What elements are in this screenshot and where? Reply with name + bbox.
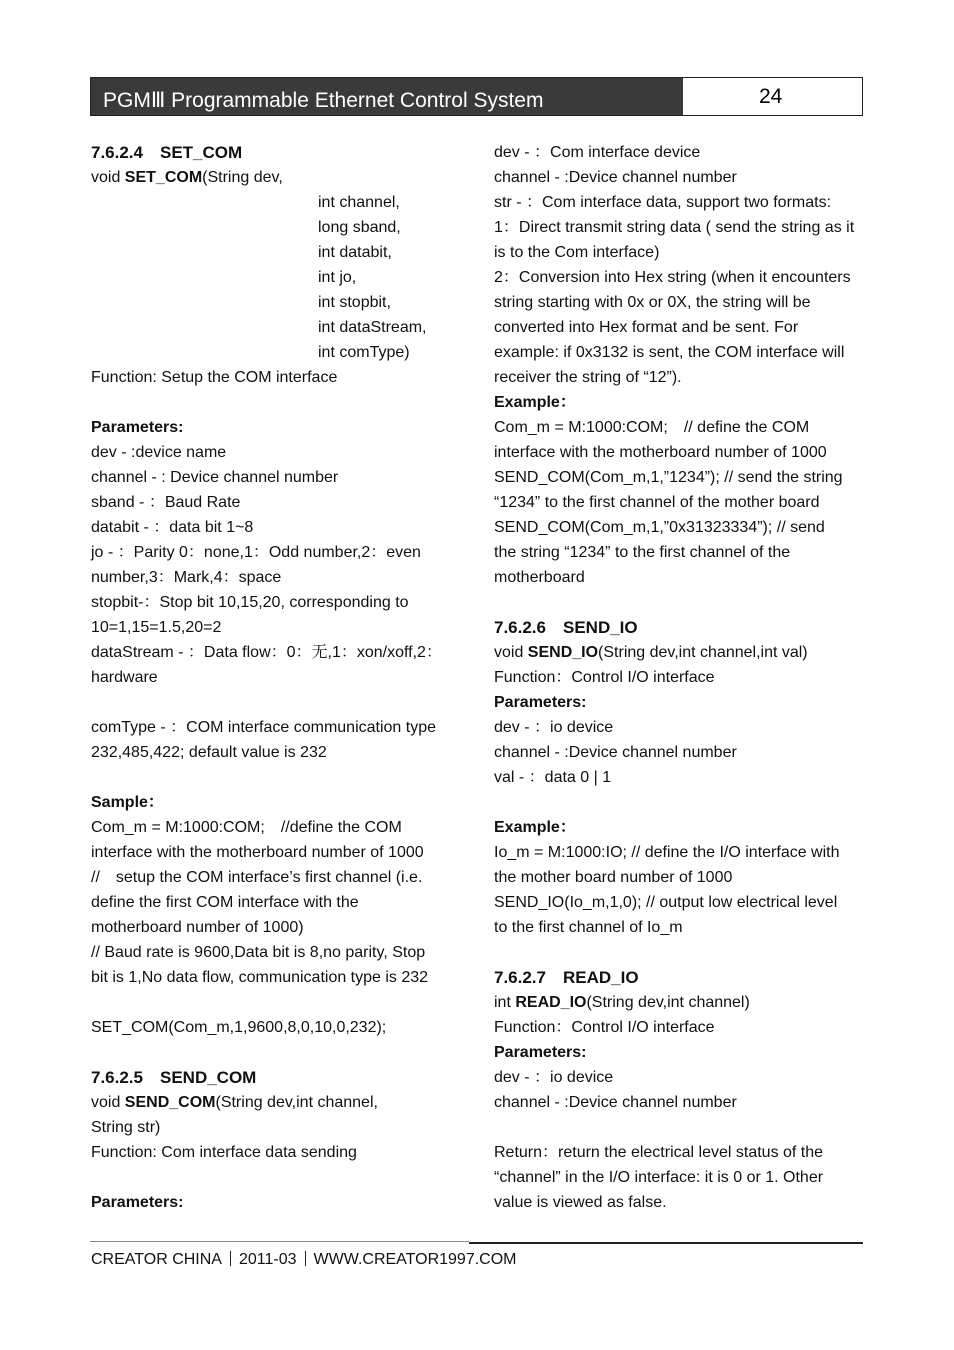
parameters-heading: Parameters: <box>91 419 184 436</box>
parameters-heading: Parameters: <box>494 1044 587 1061</box>
function-signature: void SET_COM(String dev, <box>91 169 283 186</box>
example-line: SEND_COM(Com_m,1,”0x31323334”); // send <box>494 519 825 536</box>
signature-param: int jo, <box>318 269 357 286</box>
section-heading-set-com: 7.6.2.4 SET_COM <box>91 143 243 162</box>
param-line: 2：Conversion into Hex string (when it encounters <box>494 269 851 286</box>
param-line: dev - :device name <box>91 444 227 461</box>
function-description: Function：Control I/O interface <box>494 1019 715 1036</box>
function-name: READ_IO <box>515 994 587 1011</box>
example-line: “1234” to the first channel of the mother board <box>494 494 820 511</box>
sample-line: // Baud rate is 9600,Data bit is 8,no parity, Stop <box>91 944 426 961</box>
example-line: to the first channel of Io_m <box>494 919 683 936</box>
signature-param: long sband, <box>318 219 401 236</box>
function-signature: void SEND_COM(String dev,int channel, <box>91 1094 378 1111</box>
sample-line: define the first COM interface with the <box>91 894 359 911</box>
document-title: PGMⅢ Programmable Ethernet Control System <box>91 78 683 115</box>
example-line: the mother board number of 1000 <box>494 869 733 886</box>
example-line: Io_m = M:1000:IO; // define the I/O interface with <box>494 844 840 861</box>
sample-line: Com_m = M:1000:COM; //define the COM <box>91 819 402 836</box>
footer-company: CREATOR CHINA <box>91 1251 222 1268</box>
signature-continuation: String str) <box>91 1119 161 1136</box>
left-column <box>91 140 469 1215</box>
function-signature: int READ_IO(String dev,int channel) <box>494 994 750 1011</box>
footer-website: WWW.CREATOR1997.COM <box>313 1251 517 1268</box>
signature-param: int databit, <box>318 244 392 261</box>
param-line: channel - :Device channel number <box>494 169 737 186</box>
footer-divider-thick <box>469 1242 863 1244</box>
param-line: databit - ：data bit 1~8 <box>91 519 254 536</box>
param-line: str - ：Com interface data, support two formats: <box>494 194 832 211</box>
signature-param: int stopbit, <box>318 294 391 311</box>
parameters-heading: Parameters: <box>91 1194 184 1211</box>
right-column <box>494 140 866 1215</box>
param-line: 1：Direct transmit string data ( send the string as it <box>494 219 855 236</box>
param-line: 232,485,422; default value is 232 <box>91 744 327 761</box>
param-line: channel - :Device channel number <box>494 1094 737 1111</box>
sample-heading: Sample： <box>91 794 164 811</box>
param-line: string starting with 0x or 0X, the string will be <box>494 294 811 311</box>
param-line: example: if 0x3132 is sent, the COM interface will <box>494 344 845 361</box>
example-line: motherboard <box>494 569 585 586</box>
signature-param: int dataStream, <box>318 319 427 336</box>
page-number: 24 <box>759 85 783 108</box>
sample-call: SET_COM(Com_m,1,9600,8,0,10,0,232); <box>91 1019 387 1036</box>
param-line: stopbit-：Stop bit 10,15,20, corresponding to <box>91 594 409 611</box>
footer-separator <box>230 1251 231 1266</box>
param-line: hardware <box>91 669 158 686</box>
example-line: interface with the motherboard number of 1000 <box>494 444 827 461</box>
sample-line: // setup the COM interface’s first channel (i.e. <box>91 869 423 886</box>
example-line: the string “1234” to the first channel of the <box>494 544 791 561</box>
function-signature: void SEND_IO(String dev,int channel,int val) <box>494 644 808 661</box>
page-footer <box>91 1249 517 1271</box>
footer-date: 2011-03 <box>238 1251 297 1268</box>
sample-line: interface with the motherboard number of 1000 <box>91 844 424 861</box>
param-line: number,3：Mark,4：space <box>91 569 282 586</box>
example-heading: Example： <box>494 819 576 836</box>
footer-separator <box>305 1251 306 1266</box>
example-line: SEND_COM(Com_m,1,”1234”); // send the string <box>494 469 843 486</box>
sample-line: motherboard number of 1000) <box>91 919 304 936</box>
param-line: dev - ：Com interface device <box>494 144 701 161</box>
sample-line: bit is 1,No data flow, communication type is 232 <box>91 969 429 986</box>
section-heading-send-com: 7.6.2.5 SEND_COM <box>91 1068 257 1087</box>
section-heading-read-io: 7.6.2.7 READ_IO <box>494 968 639 987</box>
function-name: SEND_COM <box>124 1094 216 1111</box>
param-line: dev - ：io device <box>494 719 614 736</box>
parameters-heading: Parameters: <box>494 694 587 711</box>
param-line: dev - ：io device <box>494 1069 614 1086</box>
function-description: Function：Control I/O interface <box>494 669 715 686</box>
signature-param: int comType) <box>318 344 410 361</box>
example-line: Com_m = M:1000:COM; // define the COM <box>494 419 810 436</box>
param-line: converted into Hex format and be sent. For <box>494 319 799 336</box>
return-line: Return：return the electrical level status of the <box>494 1144 824 1161</box>
example-line: SEND_IO(Io_m,1,0); // output low electrical level <box>494 894 838 911</box>
param-line: val - ：data 0 | 1 <box>494 769 612 786</box>
example-heading: Example： <box>494 394 576 411</box>
function-name: SET_COM <box>124 169 203 186</box>
return-line: value is viewed as false. <box>494 1194 667 1211</box>
return-line: “channel” in the I/O interface: it is 0 or 1. Other <box>494 1169 824 1186</box>
param-line: is to the Com interface) <box>494 244 660 261</box>
param-line: comType - ：COM interface communication type <box>91 719 437 736</box>
function-name: SEND_IO <box>527 644 599 661</box>
signature-param: int channel, <box>318 194 400 211</box>
param-line: sband - ：Baud Rate <box>91 494 241 511</box>
page-header <box>90 77 863 116</box>
param-line: 10=1,15=1.5,20=2 <box>91 619 222 636</box>
param-line: jo - ：Parity 0：none,1：Odd number,2：even <box>91 544 421 561</box>
param-line: channel - : Device channel number <box>91 469 339 486</box>
footer-divider-thin <box>90 1241 469 1242</box>
param-line: channel - :Device channel number <box>494 744 737 761</box>
function-description: Function: Setup the COM interface <box>91 369 338 386</box>
param-line: receiver the string of “12”). <box>494 369 682 386</box>
section-heading-send-io: 7.6.2.6 SEND_IO <box>494 618 638 637</box>
param-line: dataStream - ：Data flow：0：无,1：xon/xoff,2： <box>91 644 442 661</box>
function-description: Function: Com interface data sending <box>91 1144 357 1161</box>
